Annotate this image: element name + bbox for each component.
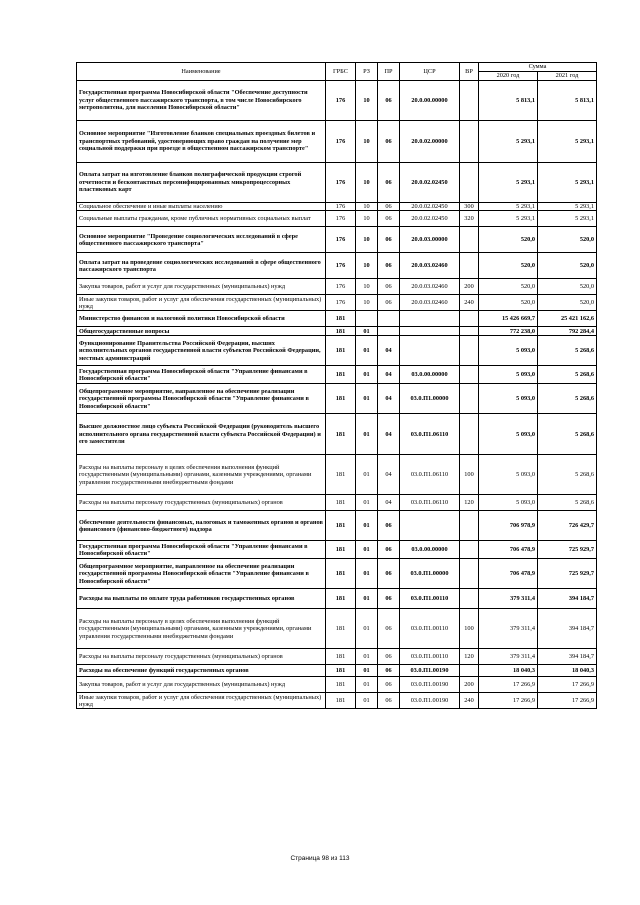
table-row — [77, 336, 597, 366]
row-rz: 01 — [356, 589, 378, 609]
row-sum-2021: 726 429,7 — [538, 511, 597, 541]
row-vr: 200 — [460, 279, 479, 295]
row-pr: 04 — [378, 495, 400, 511]
row-rz: 10 — [356, 227, 378, 253]
table-row — [77, 559, 597, 589]
col-vr-header: ВР — [460, 63, 479, 81]
table-row — [77, 511, 597, 541]
row-vr — [460, 511, 479, 541]
row-rz: 10 — [356, 253, 378, 279]
table-row — [77, 455, 597, 495]
row-pr — [378, 327, 400, 336]
row-pr: 06 — [378, 649, 400, 665]
row-grbs: 181 — [326, 384, 356, 414]
table-row — [77, 121, 597, 163]
row-rz: 10 — [356, 163, 378, 203]
row-csr — [400, 327, 460, 336]
table-row — [77, 677, 597, 693]
row-pr: 06 — [378, 511, 400, 541]
row-sum-2020: 5 293,1 — [479, 203, 538, 211]
row-sum-2020: 520,0 — [479, 295, 538, 311]
table-row — [77, 541, 597, 559]
row-grbs: 176 — [326, 81, 356, 121]
row-name: Расходы на выплаты персоналу в целях обеспечения выполнения функций государственными (муниципальными) органами, казенными учреждениями, органами управления государственными внебюджетными фондами — [77, 455, 326, 495]
row-name: Иные закупки товаров, работ и услуг для обеспечения государственных (муниципальных) нужд — [77, 295, 326, 311]
row-csr: 03.0.П1.00110 — [400, 589, 460, 609]
row-name: Оплата затрат на проведение социологических исследований в сфере общественного пассажирского транспорта — [77, 253, 326, 279]
row-csr: 03.0.00.00000 — [400, 541, 460, 559]
row-pr: 04 — [378, 384, 400, 414]
table-row — [77, 311, 597, 327]
row-sum-2020: 5 293,1 — [479, 163, 538, 203]
row-sum-2020: 5 093,0 — [479, 455, 538, 495]
row-csr: 20.0.00.00000 — [400, 81, 460, 121]
row-vr: 100 — [460, 609, 479, 649]
row-sum-2021: 5 268,6 — [538, 455, 597, 495]
row-sum-2021: 5 293,1 — [538, 121, 597, 163]
row-sum-2020: 706 478,9 — [479, 541, 538, 559]
table-row — [77, 253, 597, 279]
row-csr — [400, 336, 460, 366]
row-sum-2020: 17 266,9 — [479, 677, 538, 693]
row-sum-2021: 5 268,6 — [538, 414, 597, 455]
row-rz: 01 — [356, 327, 378, 336]
row-vr: 120 — [460, 649, 479, 665]
table-row — [77, 384, 597, 414]
row-rz: 01 — [356, 609, 378, 649]
page-number: Страница 98 из 113 — [290, 855, 350, 862]
row-sum-2020: 706 478,9 — [479, 559, 538, 589]
row-sum-2021: 792 284,4 — [538, 327, 597, 336]
row-grbs: 176 — [326, 163, 356, 203]
row-sum-2021: 394 184,7 — [538, 649, 597, 665]
row-rz: 01 — [356, 366, 378, 384]
row-csr: 20.0.03.00000 — [400, 227, 460, 253]
row-vr: 100 — [460, 455, 479, 495]
row-sum-2021: 5 268,6 — [538, 336, 597, 366]
row-rz: 01 — [356, 649, 378, 665]
row-sum-2020: 15 426 669,7 — [479, 311, 538, 327]
row-pr: 06 — [378, 693, 400, 709]
row-name: Расходы на выплаты персоналу государственных (муниципальных) органов — [77, 649, 326, 665]
row-name: Функционирование Правительства Российской Федерации, высших исполнительных органов государственной власти субъектов Российской Федерации, местных администраций — [77, 336, 326, 366]
row-rz: 01 — [356, 336, 378, 366]
row-csr: 03.0.П1.00190 — [400, 677, 460, 693]
row-vr — [460, 327, 479, 336]
row-vr — [460, 163, 479, 203]
row-vr: 240 — [460, 295, 479, 311]
row-name: Закупка товаров, работ и услуг для государственных (муниципальных) нужд — [77, 677, 326, 693]
table-row — [77, 203, 597, 211]
table-row — [77, 609, 597, 649]
row-pr: 04 — [378, 336, 400, 366]
row-csr: 20.0.03.02460 — [400, 253, 460, 279]
row-grbs: 181 — [326, 366, 356, 384]
row-grbs: 176 — [326, 279, 356, 295]
row-vr — [460, 336, 479, 366]
row-sum-2020: 379 311,4 — [479, 649, 538, 665]
row-sum-2020: 5 093,0 — [479, 366, 538, 384]
row-grbs: 181 — [326, 559, 356, 589]
row-name: Высшее должностное лицо субъекта Российской Федерации (руководитель высшего исполнительного органа государственной власти субъекта Российской Федерации) и его заместители — [77, 414, 326, 455]
row-grbs: 176 — [326, 121, 356, 163]
col-2020-header: 2020 год — [479, 72, 538, 81]
row-pr: 06 — [378, 609, 400, 649]
row-sum-2021: 5 268,6 — [538, 495, 597, 511]
row-vr — [460, 81, 479, 121]
row-grbs: 181 — [326, 414, 356, 455]
row-sum-2021: 520,0 — [538, 279, 597, 295]
row-sum-2021: 5 293,1 — [538, 203, 597, 211]
col-2021-header: 2021 год — [538, 72, 597, 81]
row-sum-2021: 5 813,1 — [538, 81, 597, 121]
row-csr: 03.0.П1.00190 — [400, 693, 460, 709]
table-row — [77, 327, 597, 336]
row-sum-2020: 5 293,1 — [479, 121, 538, 163]
table-row — [77, 589, 597, 609]
row-vr — [460, 253, 479, 279]
row-csr: 03.0.П1.06110 — [400, 495, 460, 511]
row-name: Общепрограммное мероприятие, направленное на обеспечение реализации государственной программы Новосибирской области "Управление финансами в Новосибирской области" — [77, 384, 326, 414]
row-sum-2020: 5 293,1 — [479, 211, 538, 227]
row-sum-2021: 5 268,6 — [538, 384, 597, 414]
row-sum-2021: 520,0 — [538, 227, 597, 253]
row-grbs: 176 — [326, 295, 356, 311]
row-pr: 06 — [378, 559, 400, 589]
row-csr: 03.0.П1.00000 — [400, 384, 460, 414]
row-name: Расходы на выплаты персоналу в целях обеспечения выполнения функций государственными (муниципальными) органами, казенными учреждениями, органами управления государственными внебюджетными фондами — [77, 609, 326, 649]
row-pr: 06 — [378, 541, 400, 559]
row-name: Социальное обеспечение и иные выплаты населению — [77, 203, 326, 211]
row-name: Государственная программа Новосибирской области "Управление финансами в Новосибирской области" — [77, 366, 326, 384]
row-vr: 300 — [460, 203, 479, 211]
row-csr — [400, 311, 460, 327]
row-grbs: 176 — [326, 227, 356, 253]
row-vr — [460, 366, 479, 384]
row-csr: 20.0.03.02460 — [400, 295, 460, 311]
row-sum-2021: 25 421 162,6 — [538, 311, 597, 327]
row-pr — [378, 311, 400, 327]
row-grbs: 181 — [326, 665, 356, 677]
row-grbs: 181 — [326, 693, 356, 709]
table-row — [77, 227, 597, 253]
row-pr: 06 — [378, 677, 400, 693]
row-vr — [460, 227, 479, 253]
row-rz: 01 — [356, 414, 378, 455]
row-name: Общепрограммное мероприятие, направленное на обеспечение реализации государственной программы Новосибирской области "Управление финансами в Новосибирской области" — [77, 559, 326, 589]
row-sum-2020: 5 093,0 — [479, 495, 538, 511]
row-rz: 10 — [356, 81, 378, 121]
budget-table — [76, 62, 597, 709]
row-name: Основное мероприятие "Проведение социологических исследований в сфере общественного пассажирского транспорта" — [77, 227, 326, 253]
row-rz: 01 — [356, 541, 378, 559]
row-rz: 01 — [356, 677, 378, 693]
row-csr: 20.0.02.02450 — [400, 211, 460, 227]
row-name: Оплата затрат на изготовление бланков полиграфической продукции строгой отчетности и бесконтактных персонифицированных микропроцессорных пластиковых карт — [77, 163, 326, 203]
table-row — [77, 414, 597, 455]
table-row — [77, 665, 597, 677]
row-rz: 10 — [356, 121, 378, 163]
row-vr: 200 — [460, 677, 479, 693]
row-sum-2020: 17 266,9 — [479, 693, 538, 709]
col-pr-header: ПР — [378, 63, 400, 81]
row-pr: 06 — [378, 295, 400, 311]
row-grbs: 181 — [326, 511, 356, 541]
row-name: Закупка товаров, работ и услуг для государственных (муниципальных) нужд — [77, 279, 326, 295]
row-csr: 03.0.00.00000 — [400, 366, 460, 384]
row-csr: 20.0.02.02450 — [400, 163, 460, 203]
row-pr: 06 — [378, 121, 400, 163]
row-csr: 03.0.П1.00000 — [400, 559, 460, 589]
row-sum-2020: 5 093,0 — [479, 336, 538, 366]
row-rz: 10 — [356, 203, 378, 211]
table-body — [77, 81, 597, 709]
row-csr: 20.0.03.02460 — [400, 279, 460, 295]
row-csr: 03.0.П1.00110 — [400, 649, 460, 665]
row-sum-2020: 379 311,4 — [479, 609, 538, 649]
row-sum-2020: 5 093,0 — [479, 414, 538, 455]
row-sum-2020: 5 813,1 — [479, 81, 538, 121]
row-name: Министерство финансов и налоговой политики Новосибирской области — [77, 311, 326, 327]
row-vr — [460, 121, 479, 163]
col-name-header: Наименование — [77, 63, 326, 81]
row-vr: 240 — [460, 693, 479, 709]
row-grbs: 181 — [326, 677, 356, 693]
row-pr: 06 — [378, 589, 400, 609]
row-pr: 06 — [378, 665, 400, 677]
row-pr: 04 — [378, 455, 400, 495]
row-rz: 01 — [356, 559, 378, 589]
row-rz: 01 — [356, 665, 378, 677]
row-grbs: 176 — [326, 203, 356, 211]
row-vr: 320 — [460, 211, 479, 227]
row-csr — [400, 511, 460, 541]
row-pr: 06 — [378, 279, 400, 295]
row-grbs: 181 — [326, 336, 356, 366]
row-name: Общегосударственные вопросы — [77, 327, 326, 336]
table-row — [77, 495, 597, 511]
table-row — [77, 366, 597, 384]
row-sum-2021: 394 184,7 — [538, 589, 597, 609]
row-rz: 01 — [356, 384, 378, 414]
row-sum-2021: 5 268,6 — [538, 366, 597, 384]
row-sum-2021: 5 293,1 — [538, 163, 597, 203]
table-row — [77, 163, 597, 203]
row-rz: 01 — [356, 495, 378, 511]
row-csr: 20.0.02.02450 — [400, 203, 460, 211]
row-sum-2021: 725 929,7 — [538, 541, 597, 559]
row-pr: 06 — [378, 81, 400, 121]
row-vr — [460, 541, 479, 559]
table-header — [77, 63, 597, 81]
row-grbs: 181 — [326, 495, 356, 511]
row-rz: 10 — [356, 295, 378, 311]
table-row — [77, 693, 597, 709]
row-rz: 01 — [356, 455, 378, 495]
row-csr: 03.0.П1.06110 — [400, 414, 460, 455]
col-sum-header: Сумма — [479, 63, 597, 72]
row-name: Социальные выплаты гражданам, кроме публичных нормативных социальных выплат — [77, 211, 326, 227]
row-vr — [460, 559, 479, 589]
row-sum-2021: 394 184,7 — [538, 609, 597, 649]
row-pr: 04 — [378, 414, 400, 455]
row-sum-2020: 18 040,3 — [479, 665, 538, 677]
row-sum-2021: 520,0 — [538, 253, 597, 279]
row-sum-2021: 17 266,9 — [538, 693, 597, 709]
row-pr: 06 — [378, 163, 400, 203]
row-grbs: 181 — [326, 589, 356, 609]
row-sum-2021: 5 293,1 — [538, 211, 597, 227]
col-rz-header: РЗ — [356, 63, 378, 81]
row-rz: 01 — [356, 511, 378, 541]
row-name: Расходы на выплаты по оплате труда работников государственных органов — [77, 589, 326, 609]
row-name: Расходы на выплаты персоналу государственных (муниципальных) органов — [77, 495, 326, 511]
row-name: Основное мероприятие "Изготовление бланков специальных проездных билетов и транспортных требований, удостоверяющих право граждан на получение мер социальной поддержки при проезде в общественном пассажирском транспорте" — [77, 121, 326, 163]
row-pr: 06 — [378, 253, 400, 279]
row-rz: 01 — [356, 693, 378, 709]
table-row — [77, 211, 597, 227]
row-sum-2021: 520,0 — [538, 295, 597, 311]
row-pr: 06 — [378, 227, 400, 253]
table-row — [77, 81, 597, 121]
row-grbs: 176 — [326, 253, 356, 279]
table-row — [77, 279, 597, 295]
row-rz — [356, 311, 378, 327]
row-sum-2021: 725 929,7 — [538, 559, 597, 589]
row-sum-2021: 17 266,9 — [538, 677, 597, 693]
row-csr: 20.0.02.00000 — [400, 121, 460, 163]
row-grbs: 181 — [326, 609, 356, 649]
row-name: Расходы на обеспечение функций государственных органов — [77, 665, 326, 677]
row-name: Государственная программа Новосибирской области "Обеспечение доступности услуг общественного пассажирского транспорта, в том числе Новосибирского метрополитена, для населения Новосибирской области" — [77, 81, 326, 121]
row-vr — [460, 589, 479, 609]
row-name: Обеспечение деятельности финансовых, налоговых и таможенных органов и органов финансового (финансово-бюджетного) надзора — [77, 511, 326, 541]
row-grbs: 181 — [326, 455, 356, 495]
row-csr: 03.0.П1.00190 — [400, 665, 460, 677]
row-pr: 04 — [378, 366, 400, 384]
row-vr: 120 — [460, 495, 479, 511]
row-pr: 06 — [378, 203, 400, 211]
row-csr: 03.0.П1.00110 — [400, 609, 460, 649]
row-name: Иные закупки товаров, работ и услуг для обеспечения государственных (муниципальных) нужд — [77, 693, 326, 709]
row-grbs: 176 — [326, 211, 356, 227]
row-sum-2020: 706 978,9 — [479, 511, 538, 541]
row-sum-2020: 520,0 — [479, 227, 538, 253]
budget-document — [76, 62, 596, 709]
row-vr — [460, 311, 479, 327]
row-sum-2020: 520,0 — [479, 279, 538, 295]
col-csr-header: ЦСР — [400, 63, 460, 81]
row-sum-2021: 18 040,3 — [538, 665, 597, 677]
row-pr: 06 — [378, 211, 400, 227]
row-csr: 03.0.П1.06110 — [400, 455, 460, 495]
row-vr — [460, 665, 479, 677]
row-vr — [460, 414, 479, 455]
row-name: Государственная программа Новосибирской области "Управление финансами в Новосибирской области" — [77, 541, 326, 559]
row-sum-2020: 772 238,0 — [479, 327, 538, 336]
row-grbs: 181 — [326, 327, 356, 336]
row-rz: 10 — [356, 211, 378, 227]
row-sum-2020: 520,0 — [479, 253, 538, 279]
row-vr — [460, 384, 479, 414]
table-row — [77, 295, 597, 311]
row-sum-2020: 379 311,4 — [479, 589, 538, 609]
row-sum-2020: 5 093,0 — [479, 384, 538, 414]
table-row — [77, 649, 597, 665]
row-grbs: 181 — [326, 649, 356, 665]
row-rz: 10 — [356, 279, 378, 295]
row-grbs: 181 — [326, 311, 356, 327]
col-grbs-header: ГРБС — [326, 63, 356, 81]
row-grbs: 181 — [326, 541, 356, 559]
